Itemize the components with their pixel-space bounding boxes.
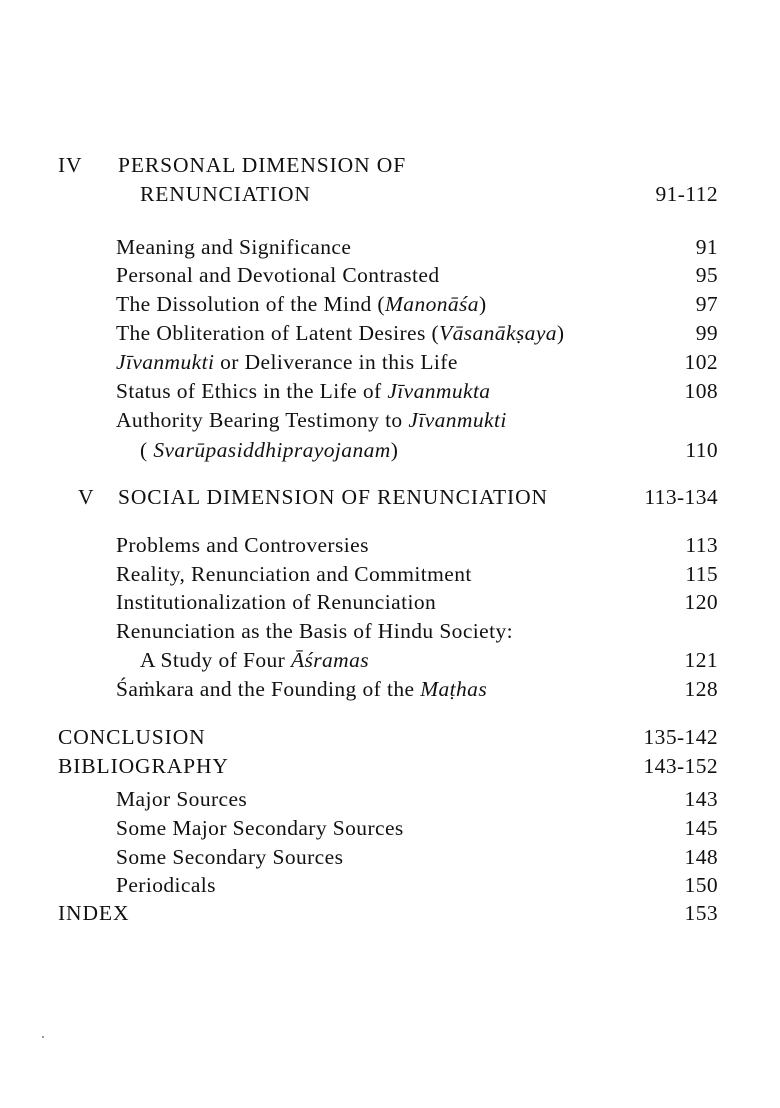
- page-number: 153: [684, 901, 718, 925]
- italic-term: Svarūpasiddhiprayojanam: [153, 438, 391, 462]
- entry-text: Meaning and Significance: [116, 235, 352, 259]
- toc-entry: [116, 786, 247, 812]
- entry-text: Personal and Devotional Contrasted: [116, 263, 440, 287]
- chapter-number: IV: [58, 153, 83, 177]
- toc-entry: [116, 262, 440, 288]
- toc-entry: [140, 437, 398, 463]
- page-number: 95: [695, 263, 718, 287]
- page-number: 115: [685, 562, 718, 586]
- toc-entry: [140, 647, 369, 673]
- entry-text: Status of Ethics in the Life of: [116, 379, 388, 403]
- entry-text: Some Secondary Sources: [116, 845, 344, 869]
- italic-term: Vāsanākṣaya: [439, 321, 557, 345]
- page-number: 128: [684, 677, 718, 701]
- italic-term: Āśramas: [290, 648, 370, 672]
- entry-text: The Dissolution of the Mind (: [116, 292, 385, 316]
- toc-entry: [116, 291, 487, 317]
- entry-text: SOCIAL DIMENSION OF RENUNCIATION: [118, 485, 548, 509]
- page-number: 121: [684, 648, 718, 672]
- section-title: [58, 753, 229, 779]
- toc-entry: [116, 532, 369, 558]
- page-number: 113-134: [644, 485, 718, 509]
- section-title: [58, 900, 129, 926]
- italic-term: Manonāśa: [384, 292, 479, 316]
- entry-text: Institutionalization of Renunciation: [116, 590, 437, 614]
- chapter-number: V: [78, 485, 95, 509]
- entry-text: Major Sources: [116, 787, 248, 811]
- entry-text: ): [478, 292, 487, 316]
- italic-term: Jīvanmukta: [387, 379, 491, 403]
- page-number: 102: [684, 350, 718, 374]
- italic-term: Jīvanmukti: [408, 408, 507, 432]
- entry-text: BIBLIOGRAPHY: [58, 754, 229, 778]
- chapter-title: [140, 181, 311, 207]
- page-number: 143-152: [643, 754, 718, 778]
- entry-text: ): [390, 438, 399, 462]
- entry-text: PERSONAL DIMENSION OF: [118, 153, 407, 177]
- toc-entry: [116, 349, 458, 375]
- entry-text: Periodicals: [116, 873, 216, 897]
- entry-text: Śaṁkara and the Founding of the: [116, 677, 421, 701]
- page-number: 91: [695, 235, 718, 259]
- entry-text: ): [556, 321, 565, 345]
- page-number: 145: [684, 816, 718, 840]
- entry-text: A Study of Four: [140, 648, 291, 672]
- entry-text: Authority Bearing Testimony to: [116, 408, 409, 432]
- toc-entry: [116, 872, 216, 898]
- toc-entry: [116, 815, 404, 841]
- italic-term: Jīvanmukti: [116, 350, 215, 374]
- entry-text: RENUNCIATION: [140, 182, 311, 206]
- toc-entry: [116, 844, 343, 870]
- toc-entry: [116, 676, 487, 702]
- italic-term: Maṭhas: [420, 677, 488, 701]
- toc-entry: [116, 561, 472, 587]
- entry-text: INDEX: [58, 901, 130, 925]
- page-number: 135-142: [643, 725, 718, 749]
- page-number: 91-112: [655, 182, 718, 206]
- entry-text: Renunciation as the Basis of Hindu Society:: [116, 619, 513, 643]
- page-number: 120: [684, 590, 718, 614]
- toc-entry: [116, 378, 490, 404]
- entry-text: (: [140, 438, 154, 462]
- entry-text: Some Major Secondary Sources: [116, 816, 404, 840]
- entry-text: CONCLUSION: [58, 725, 206, 749]
- entry-text: or Deliverance in this Life: [214, 350, 458, 374]
- entry-text: Reality, Renunciation and Commitment: [116, 562, 472, 586]
- toc-entry: [116, 407, 507, 433]
- toc-entry: [116, 234, 351, 260]
- toc-entry: [116, 618, 513, 644]
- entry-text: Problems and Controversies: [116, 533, 369, 557]
- page-number: 143: [684, 787, 718, 811]
- page-number: 99: [695, 321, 718, 345]
- toc-entry: [116, 320, 564, 346]
- page-number: 113: [685, 533, 718, 557]
- entry-text: The Obliteration of Latent Desires (: [116, 321, 440, 345]
- page-number: 150: [684, 873, 718, 897]
- page-number: 148: [684, 845, 718, 869]
- page-number: 108: [684, 379, 718, 403]
- section-title: [58, 724, 206, 750]
- page-number: 97: [695, 292, 718, 316]
- chapter-title: [118, 484, 548, 510]
- chapter-title: [118, 152, 406, 178]
- scan-speck: [42, 1036, 44, 1038]
- page-number: 110: [685, 438, 718, 462]
- toc-entry: [116, 589, 436, 615]
